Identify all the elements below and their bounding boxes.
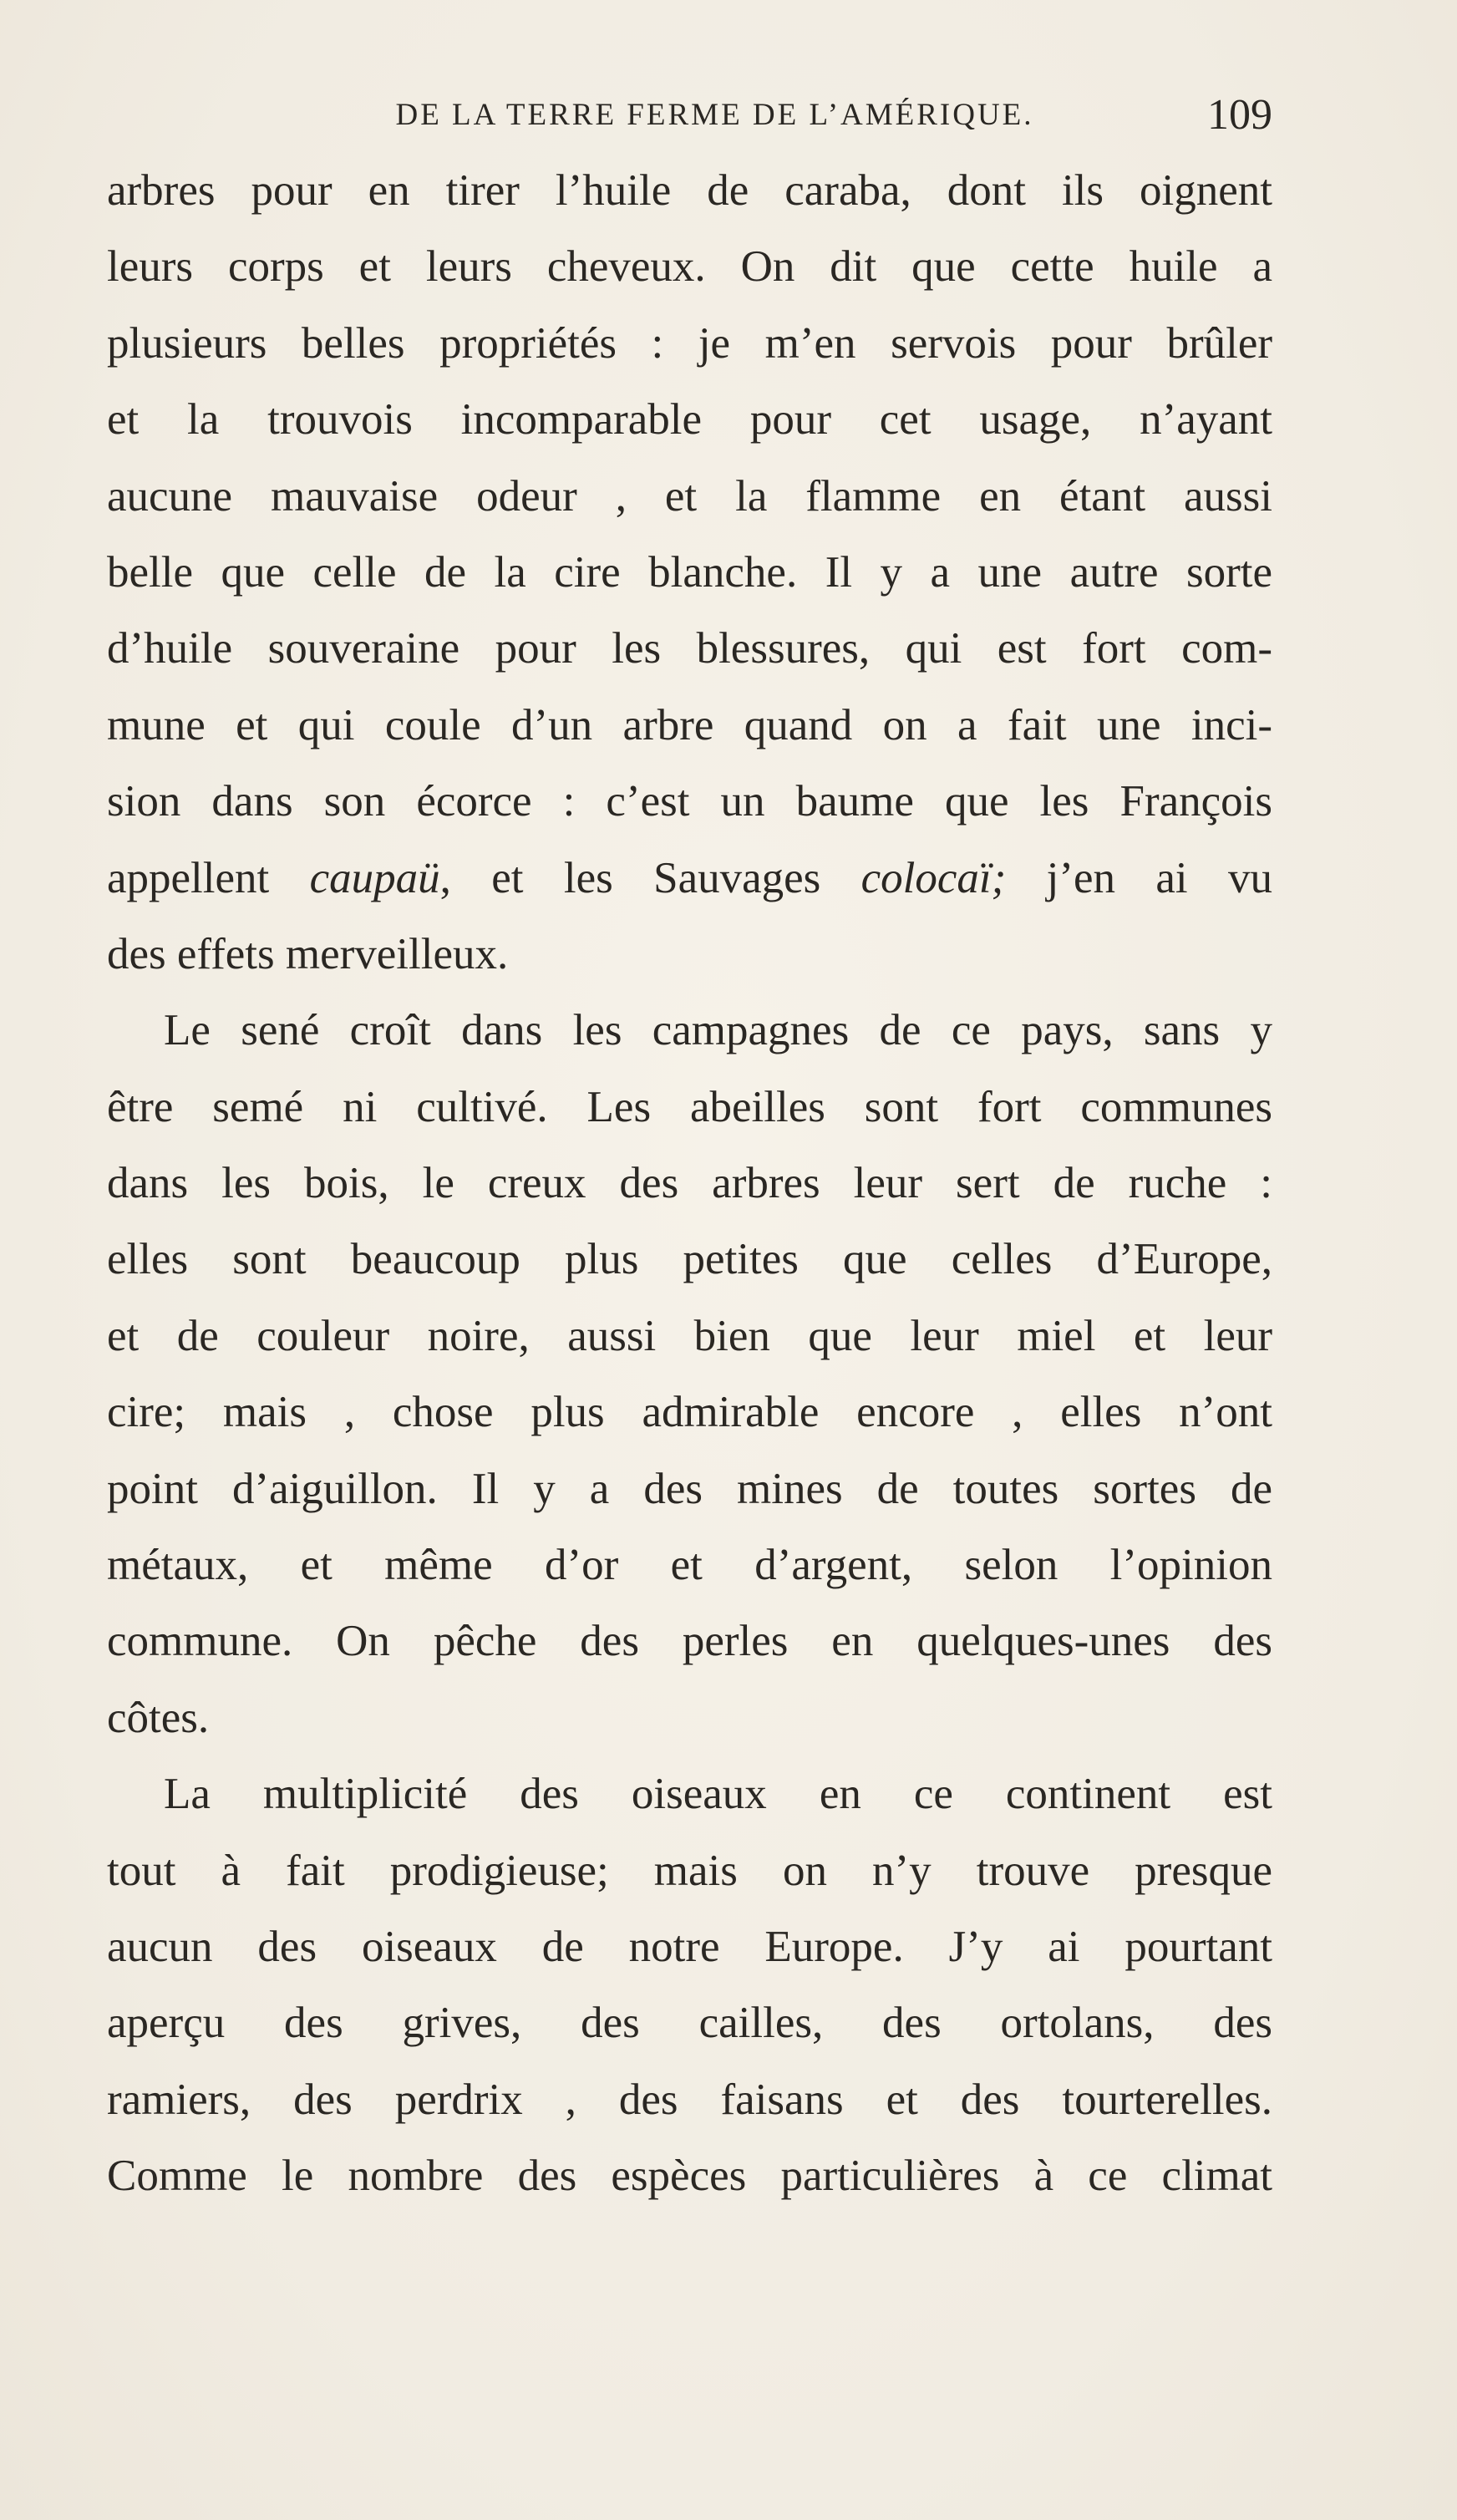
text-line: des effets merveilleux. <box>107 929 509 978</box>
text-segment: j’en ai vu <box>1006 853 1273 902</box>
italic-term: caupaü <box>309 853 440 902</box>
text-line: et la trouvois incomparable pour cet usage, n’ayant <box>107 395 1272 445</box>
text-line: La multiplicité des oiseaux en ce continent est <box>164 1770 1272 1819</box>
text-line: cire; mais , chose plus admirable encore , elles n’ont <box>107 1388 1272 1437</box>
text-line: métaux, et même d’or et d’argent, selon l’opinion <box>107 1541 1272 1590</box>
text-line: Comme le nombre des espèces particulières à ce climat <box>107 2152 1272 2201</box>
text-line: mune et qui coule d’un arbre quand on a fait une inci- <box>107 700 1272 749</box>
text-line: être semé ni cultivé. Les abeilles sont fort communes <box>107 1082 1272 1131</box>
body-text <box>107 153 1272 2215</box>
page-header <box>107 90 1272 140</box>
text-line: aucune mauvaise odeur , et la flamme en étant aussi <box>107 471 1272 521</box>
text-line: arbres pour en tirer l’huile de caraba, dont ils oignent <box>107 166 1272 215</box>
text-line: d’huile souveraine pour les blessures, qui est fort com- <box>107 624 1272 673</box>
text-line: ramiers, des perdrix , des faisans et des tourterelles. <box>107 2075 1272 2124</box>
page-number: 109 <box>1207 91 1272 139</box>
text-line: et de couleur noire, aussi bien que leur miel et leur <box>107 1311 1272 1360</box>
text-line: aucun des oiseaux de notre Europe. J’y ai pourtant <box>107 1922 1272 1971</box>
text-line: sion dans son écorce : c’est un baume que les François <box>107 777 1272 826</box>
text-line: elles sont beaucoup plus petites que celles d’Europe, <box>107 1235 1272 1284</box>
text-segment: appellent <box>107 853 310 902</box>
text-line-with-italics <box>107 841 1272 917</box>
text-line: leurs corps et leurs cheveux. On dit que cette huile a <box>107 242 1272 292</box>
text-line: tout à fait prodigieuse; mais on n’y trouve presque <box>107 1846 1272 1895</box>
text-line: côtes. <box>107 1693 210 1742</box>
text-line: belle que celle de la cire blanche. Il y a une autre sorte <box>107 547 1272 597</box>
text-line: Le sené croît dans les campagnes de ce pays, sans y <box>164 1006 1272 1055</box>
italic-term: colocaï; <box>860 853 1007 902</box>
text-line: dans les bois, le creux des arbres leur sert de ruche : <box>107 1159 1272 1208</box>
text-line: aperçu des grives, des cailles, des ortolans, des <box>107 1999 1272 2048</box>
running-head: DE LA TERRE FERME DE L’AMÉRIQUE. <box>395 98 1034 132</box>
text-line: commune. On pêche des perles en quelques-unes des <box>107 1617 1272 1666</box>
text-segment: , et les Sauvages <box>439 853 861 902</box>
text-line: plusieurs belles propriétés : je m’en servois pour brûler <box>107 318 1272 368</box>
text-line: point d’aiguillon. Il y a des mines de toutes sortes de <box>107 1464 1272 1513</box>
